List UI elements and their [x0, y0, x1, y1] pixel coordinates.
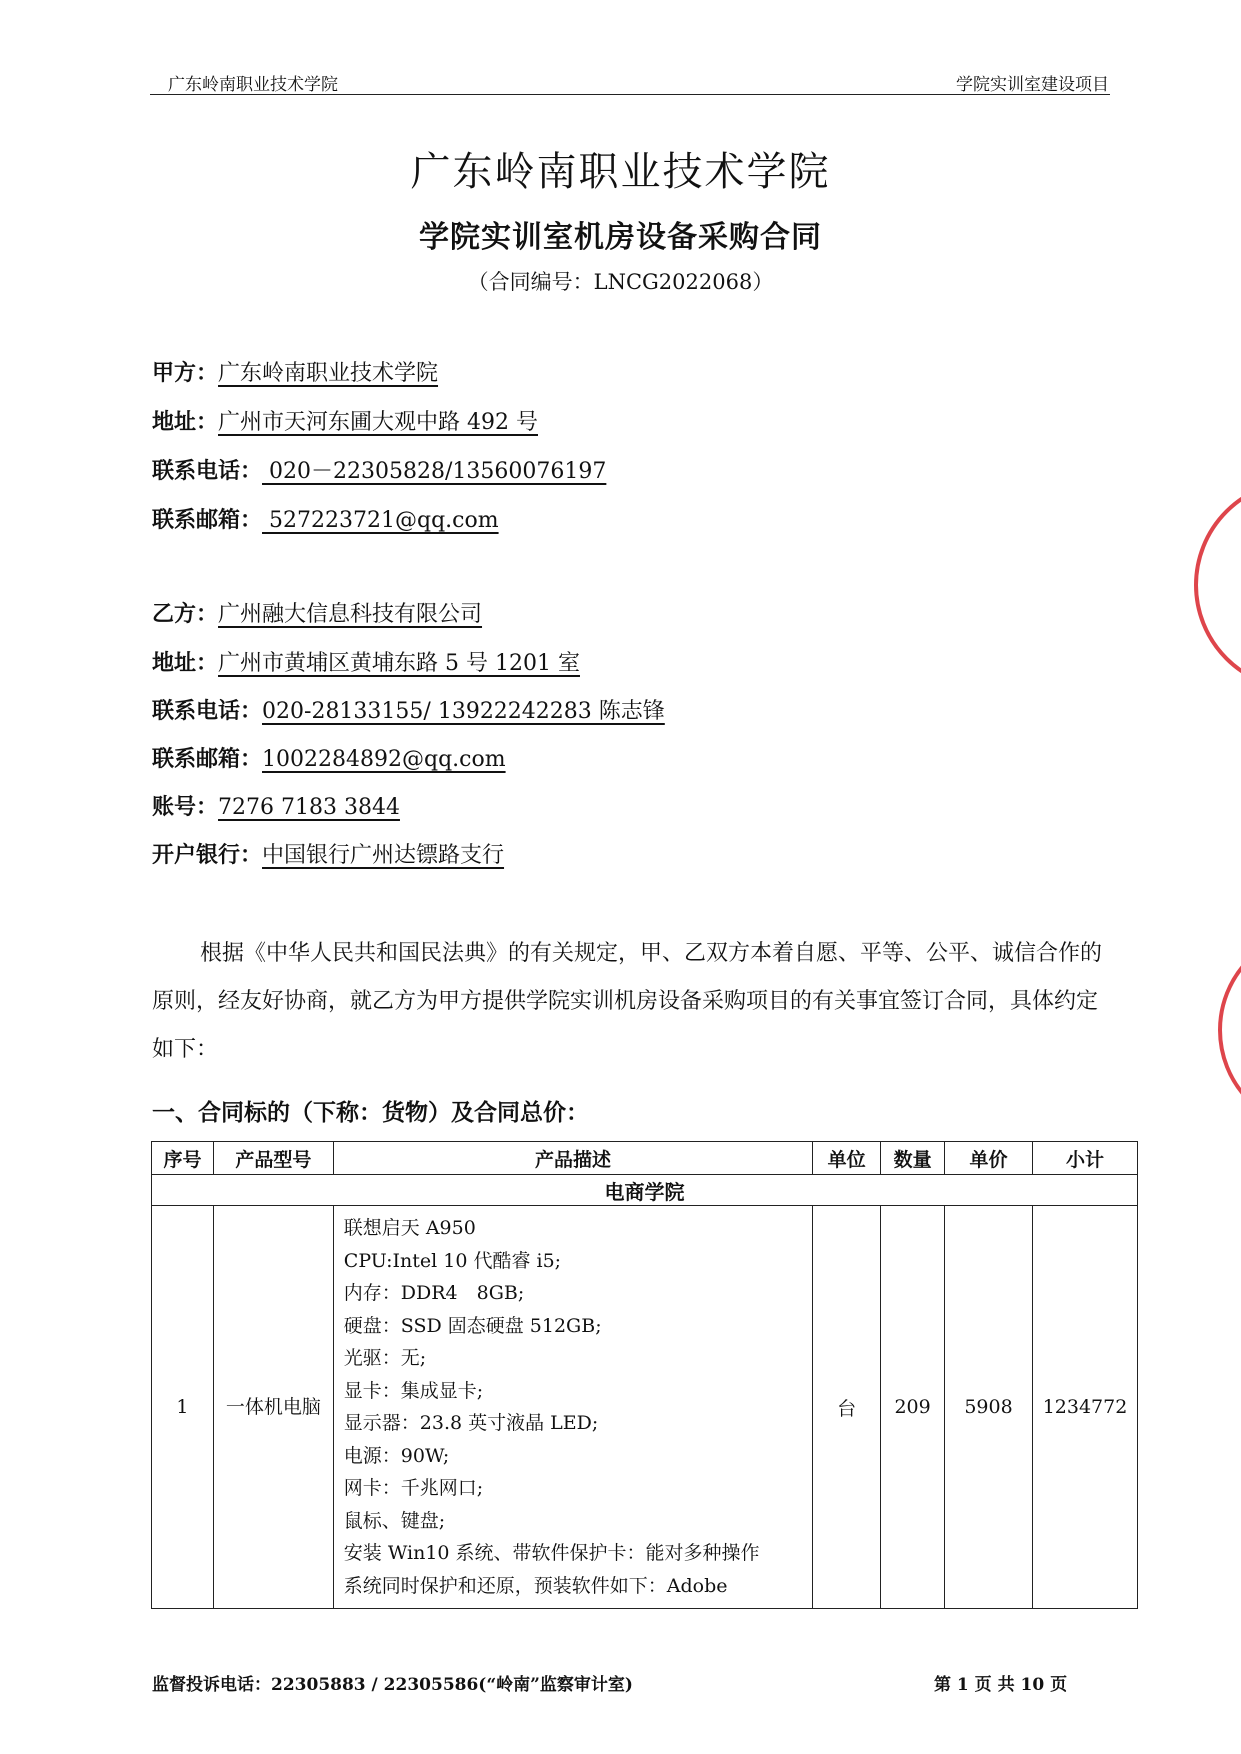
contract-title: 学院实训室机房设备采购合同	[419, 220, 822, 255]
cell-price: 5908	[945, 1206, 1033, 1609]
desc-line: 硬盘：SSD 固态硬盘 512GB;	[343, 1314, 602, 1337]
party-a-address: 广州市天河东圃大观中路 492 号	[218, 410, 538, 435]
party-b-account-row	[152, 790, 400, 821]
party-a-label: 甲方：	[152, 360, 219, 386]
party-b-account-label: 账号：	[152, 794, 219, 820]
party-b-address: 广州市黄埔区黄埔东路 5 号 1201 室	[218, 651, 580, 676]
table-row	[152, 1206, 1138, 1609]
party-b-email-row	[152, 742, 506, 773]
cell-no: 1	[152, 1206, 214, 1609]
party-a-address-label: 地址：	[152, 409, 219, 435]
party-a-email: 527223721@qq.com	[262, 508, 499, 533]
official-seal-partial-bottom	[1200, 930, 1241, 1130]
table-header-row	[152, 1142, 1138, 1175]
desc-line: 显示器：23.8 英寸液晶 LED;	[343, 1412, 599, 1434]
party-b-label: 乙方：	[152, 601, 219, 627]
cell-description	[333, 1206, 812, 1609]
running-header-right: 学院实训室建设项目	[956, 75, 1109, 95]
col-header-no: 序号	[152, 1142, 214, 1175]
page-number: 第 1 页 共 10 页	[934, 1675, 1068, 1695]
party-b-phone: 020-28133155/ 13922242283 陈志锋	[262, 699, 665, 724]
running-header-left: 广东岭南职业技术学院	[168, 75, 338, 95]
party-b-address-row	[152, 646, 580, 677]
party-b-bank-row	[152, 838, 504, 869]
party-b-bank-label: 开户银行：	[152, 842, 263, 868]
desc-line: 显卡：集成显卡;	[343, 1379, 484, 1402]
col-header-qty: 数量	[881, 1142, 945, 1175]
party-b-email-label: 联系邮箱：	[152, 746, 263, 772]
col-header-description: 产品描述	[333, 1142, 812, 1175]
desc-line: 鼠标、键盘;	[343, 1509, 446, 1532]
intro-paragraph: 根据《中华人民共和国民法典》的有关规定，甲、乙双方本着自愿、平等、公平、诚信合作的原则，经友好协商，就乙方为甲方提供学院实训机房设备采购项目的有关事宜签订合同，具体约定如下：	[152, 941, 1103, 1062]
cell-subtotal: 1234772	[1033, 1206, 1138, 1609]
desc-line: CPU:Intel 10 代酷睿 i5;	[343, 1249, 562, 1272]
complaint-hotline: 监督投诉电话：22305883 / 22305586(“岭南”监察审计室)	[152, 1675, 633, 1695]
cell-qty: 209	[881, 1206, 945, 1609]
school-title: 广东岭南职业技术学院	[410, 149, 831, 195]
party-b-name-row	[152, 597, 482, 628]
desc-line: 电源：90W;	[343, 1444, 450, 1467]
party-a-phone: 020－22305828/13560076197	[262, 459, 607, 484]
contract-number: （合同编号：LNCG2022068）	[467, 270, 774, 294]
party-b-email: 1002284892@qq.com	[262, 747, 506, 772]
desc-line: 光驱：无;	[343, 1347, 427, 1369]
desc-line: 内存：DDR4 8GB;	[343, 1282, 525, 1304]
party-b-name: 广州融大信息科技有限公司	[218, 602, 483, 627]
desc-line: 系统同时保护和还原，预装软件如下：Adobe	[343, 1574, 728, 1597]
col-header-subtotal: 小计	[1033, 1142, 1138, 1175]
party-a-email-label: 联系邮箱：	[152, 507, 263, 533]
official-seal-partial-top	[1160, 480, 1241, 710]
party-b-account: 7276 7183 3844	[218, 795, 400, 820]
header-rule	[150, 94, 1110, 95]
party-a-email-row	[152, 503, 499, 534]
party-a-address-row	[152, 405, 538, 436]
section-1-heading: 一、合同标的（下称：货物）及合同总价：	[152, 1099, 589, 1126]
party-b-phone-row	[152, 694, 665, 725]
goods-table	[151, 1141, 1138, 1609]
group-label: 电商学院	[152, 1175, 1138, 1206]
party-a-phone-row	[152, 454, 606, 485]
party-b-phone-label: 联系电话：	[152, 698, 263, 724]
party-a-name-row	[152, 356, 438, 387]
party-b-address-label: 地址：	[152, 650, 219, 676]
desc-line: 安装 Win10 系统、带软件保护卡：能对多种操作	[343, 1542, 760, 1564]
party-a-phone-label: 联系电话：	[152, 458, 263, 484]
group-row	[152, 1175, 1138, 1206]
party-a-name: 广东岭南职业技术学院	[218, 361, 439, 386]
desc-line: 网卡：千兆网口;	[343, 1477, 484, 1499]
col-header-unit: 单位	[813, 1142, 881, 1175]
cell-model: 一体机电脑	[213, 1206, 333, 1609]
col-header-model: 产品型号	[213, 1142, 333, 1175]
party-b-bank: 中国银行广州达镖路支行	[262, 843, 505, 868]
col-header-price: 单价	[945, 1142, 1033, 1175]
cell-unit: 台	[813, 1206, 881, 1609]
desc-line: 联想启天 A950	[343, 1217, 476, 1239]
